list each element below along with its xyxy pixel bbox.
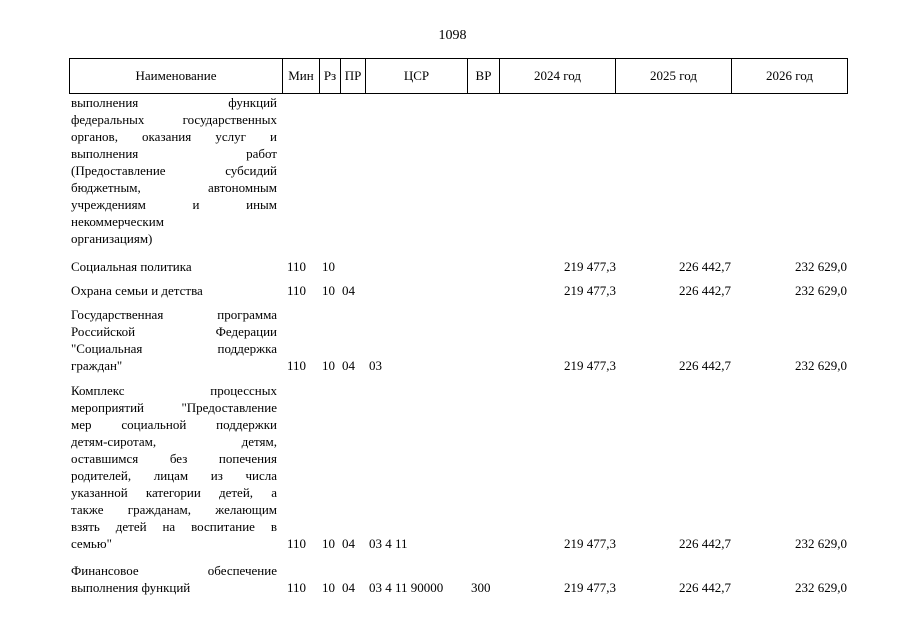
row-name [71,282,277,299]
row-name-line: федеральных государственных [71,112,277,127]
row-2025-value: 226 442,7 [679,580,731,595]
row-2024-value: 219 477,3 [564,283,616,298]
row-rz: 10 [322,536,335,551]
row-name-line: органов, оказания услуг и [71,129,277,144]
row-name-line: "Социальная поддержка [71,341,277,356]
row-name [71,258,277,275]
row-name-line: некоммерческим [71,214,164,229]
row-rz: 10 [322,580,335,595]
header-name: Наименование [70,59,283,94]
row-name-line: также гражданам, желающим [71,502,277,517]
row-2026-value: 232 629,0 [795,283,847,298]
row-name-line: учреждениям и иным [71,197,277,212]
header-2024: 2024 год [500,59,616,94]
header-2026: 2026 год [732,59,848,94]
row-name-line: взять детей на воспитание в [71,519,277,534]
row-min: 110 [287,358,307,373]
row-name [71,94,277,247]
row-name-line: выполнения функций [71,95,277,110]
row-csr: 03 [369,358,382,373]
row-name-line: бюджетным, автономным [71,180,277,195]
page-number: 1098 [438,28,467,43]
row-name [71,562,277,596]
row-name-line: выполнения работ [71,146,277,161]
row-name-line: выполнения функций [71,580,191,595]
row-2024-value: 219 477,3 [564,358,616,373]
row-name-line: семью" [71,536,112,551]
table-row [0,306,905,374]
row-2025-value: 226 442,7 [679,259,731,274]
row-rz: 10 [322,259,335,274]
row-name-line: граждан" [71,358,123,373]
table-row [0,382,905,552]
row-2025-value: 226 442,7 [679,283,731,298]
row-name-line: Социальная политика [71,259,192,274]
table-row [0,94,905,247]
row-name-line: организациям) [71,231,153,246]
row-vr: 300 [471,580,491,595]
row-name-line: детям-сиротам, детям, [71,434,277,449]
row-name-line: оставшимся без попечения [71,451,277,466]
row-name-line: Охрана семьи и детства [71,283,203,298]
row-2024-value: 219 477,3 [564,536,616,551]
row-name-line: Российской Федерации [71,324,277,339]
row-min: 110 [287,580,307,595]
table-row [0,258,905,275]
header-pr: ПР [341,59,366,94]
table-header [69,58,848,94]
row-2026-value: 232 629,0 [795,259,847,274]
row-pr: 04 [342,358,355,373]
row-name-line: Комплекс процессных [71,383,277,398]
header-vr: ВР [468,59,500,94]
row-2026-value: 232 629,0 [795,358,847,373]
row-rz: 10 [322,358,335,373]
row-name-line: мероприятий "Предоставление [71,400,277,415]
row-csr: 03 4 11 90000 [369,580,444,595]
table-row [0,282,905,299]
row-name [71,306,277,374]
row-2024-value: 219 477,3 [564,580,616,595]
row-2025-value: 226 442,7 [679,536,731,551]
header-csr: ЦСР [366,59,468,94]
row-name-line: Государственная программа [71,307,277,322]
header-rz: Рз [320,59,341,94]
header-min: Мин [283,59,320,94]
row-csr: 03 4 11 [369,536,408,551]
row-2024-value: 219 477,3 [564,259,616,274]
row-pr: 04 [342,536,355,551]
row-2025-value: 226 442,7 [679,358,731,373]
row-rz: 10 [322,283,335,298]
row-min: 110 [287,536,307,551]
row-name [71,382,277,552]
row-min: 110 [287,283,307,298]
row-name-line: мер социальной поддержки [71,417,277,432]
row-min: 110 [287,259,307,274]
row-name-line: Финансовое обеспечение [71,563,277,578]
row-name-line: родителей, лицам из числа [71,468,277,483]
header-2025: 2025 год [616,59,732,94]
row-name-line: (Предоставление субсидий [71,163,277,178]
row-pr: 04 [342,283,355,298]
row-2026-value: 232 629,0 [795,536,847,551]
row-2026-value: 232 629,0 [795,580,847,595]
table-row [0,562,905,596]
row-name-line: указанной категории детей, а [71,485,277,500]
row-pr: 04 [342,580,355,595]
